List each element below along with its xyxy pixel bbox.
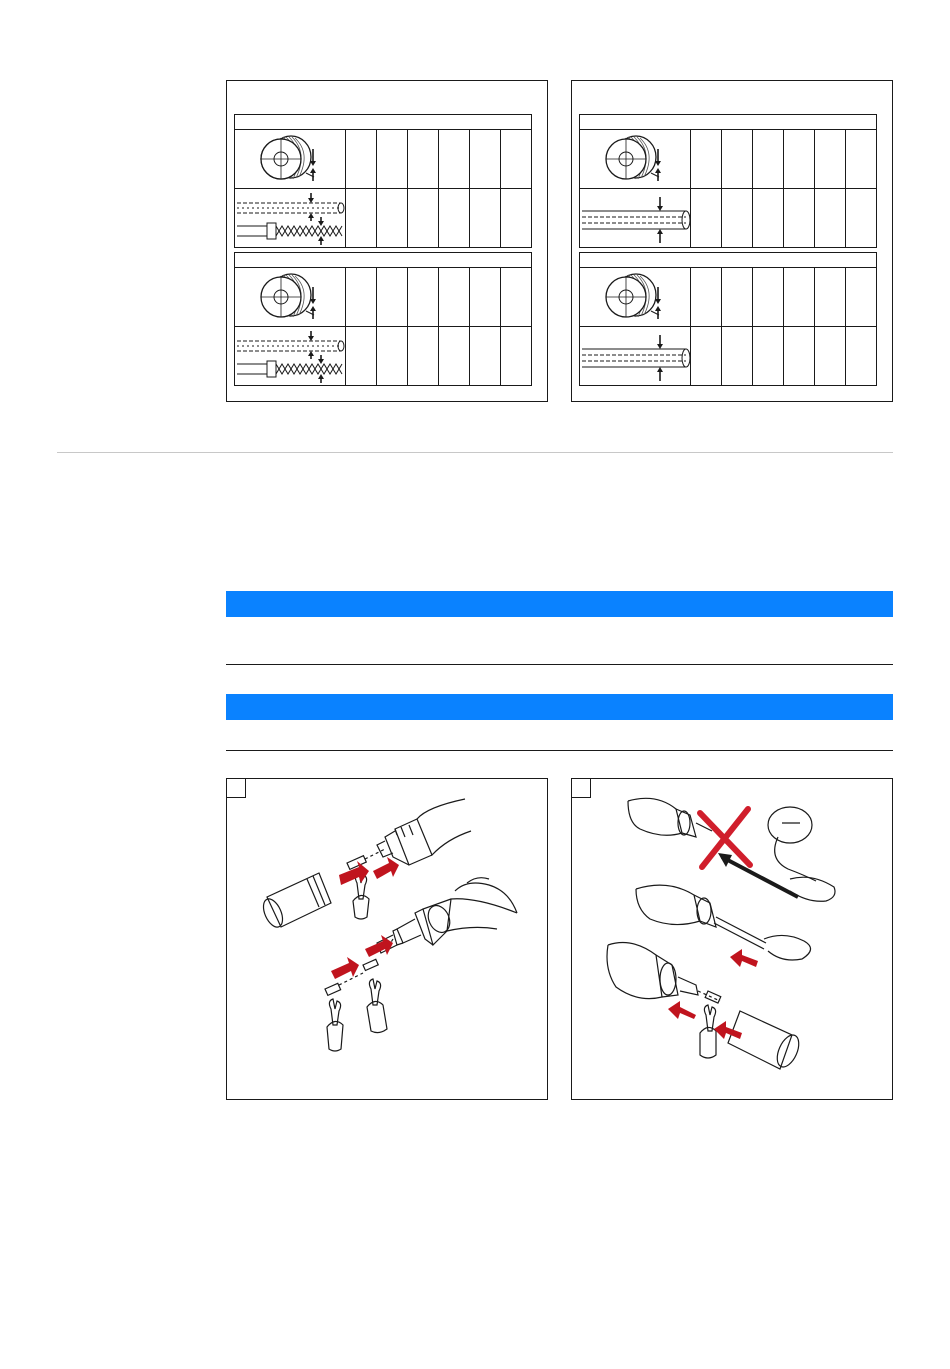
plastic-liner-icon <box>582 331 690 383</box>
note-bar-1 <box>226 591 893 617</box>
step-2-illustration-frame <box>571 778 893 1100</box>
welding-torch-illustration <box>227 779 545 1097</box>
wire-spool-icon <box>604 271 668 321</box>
liner-subtable-upper-left <box>234 114 532 248</box>
wire-spool-icon <box>259 271 323 321</box>
section-divider <box>57 452 893 453</box>
welding-torch-illustration <box>572 779 890 1097</box>
step-1-illustration-frame <box>226 778 548 1100</box>
note-rule-1 <box>226 664 893 665</box>
liner-subtable-lower-right <box>579 252 877 386</box>
liner-subtable-upper-right <box>579 114 877 248</box>
liner-subtable-lower-left <box>234 252 532 386</box>
plastic-liner-icon <box>582 193 690 245</box>
liner-table-frame-right <box>571 80 893 402</box>
wire-spool-icon <box>259 133 323 183</box>
wire-spool-icon <box>604 133 668 183</box>
steel-liner-icon <box>237 331 345 383</box>
note-rule-2 <box>226 750 893 751</box>
liner-table-frame-left <box>226 80 548 402</box>
note-bar-2 <box>226 694 893 720</box>
steel-liner-icon <box>237 193 345 245</box>
